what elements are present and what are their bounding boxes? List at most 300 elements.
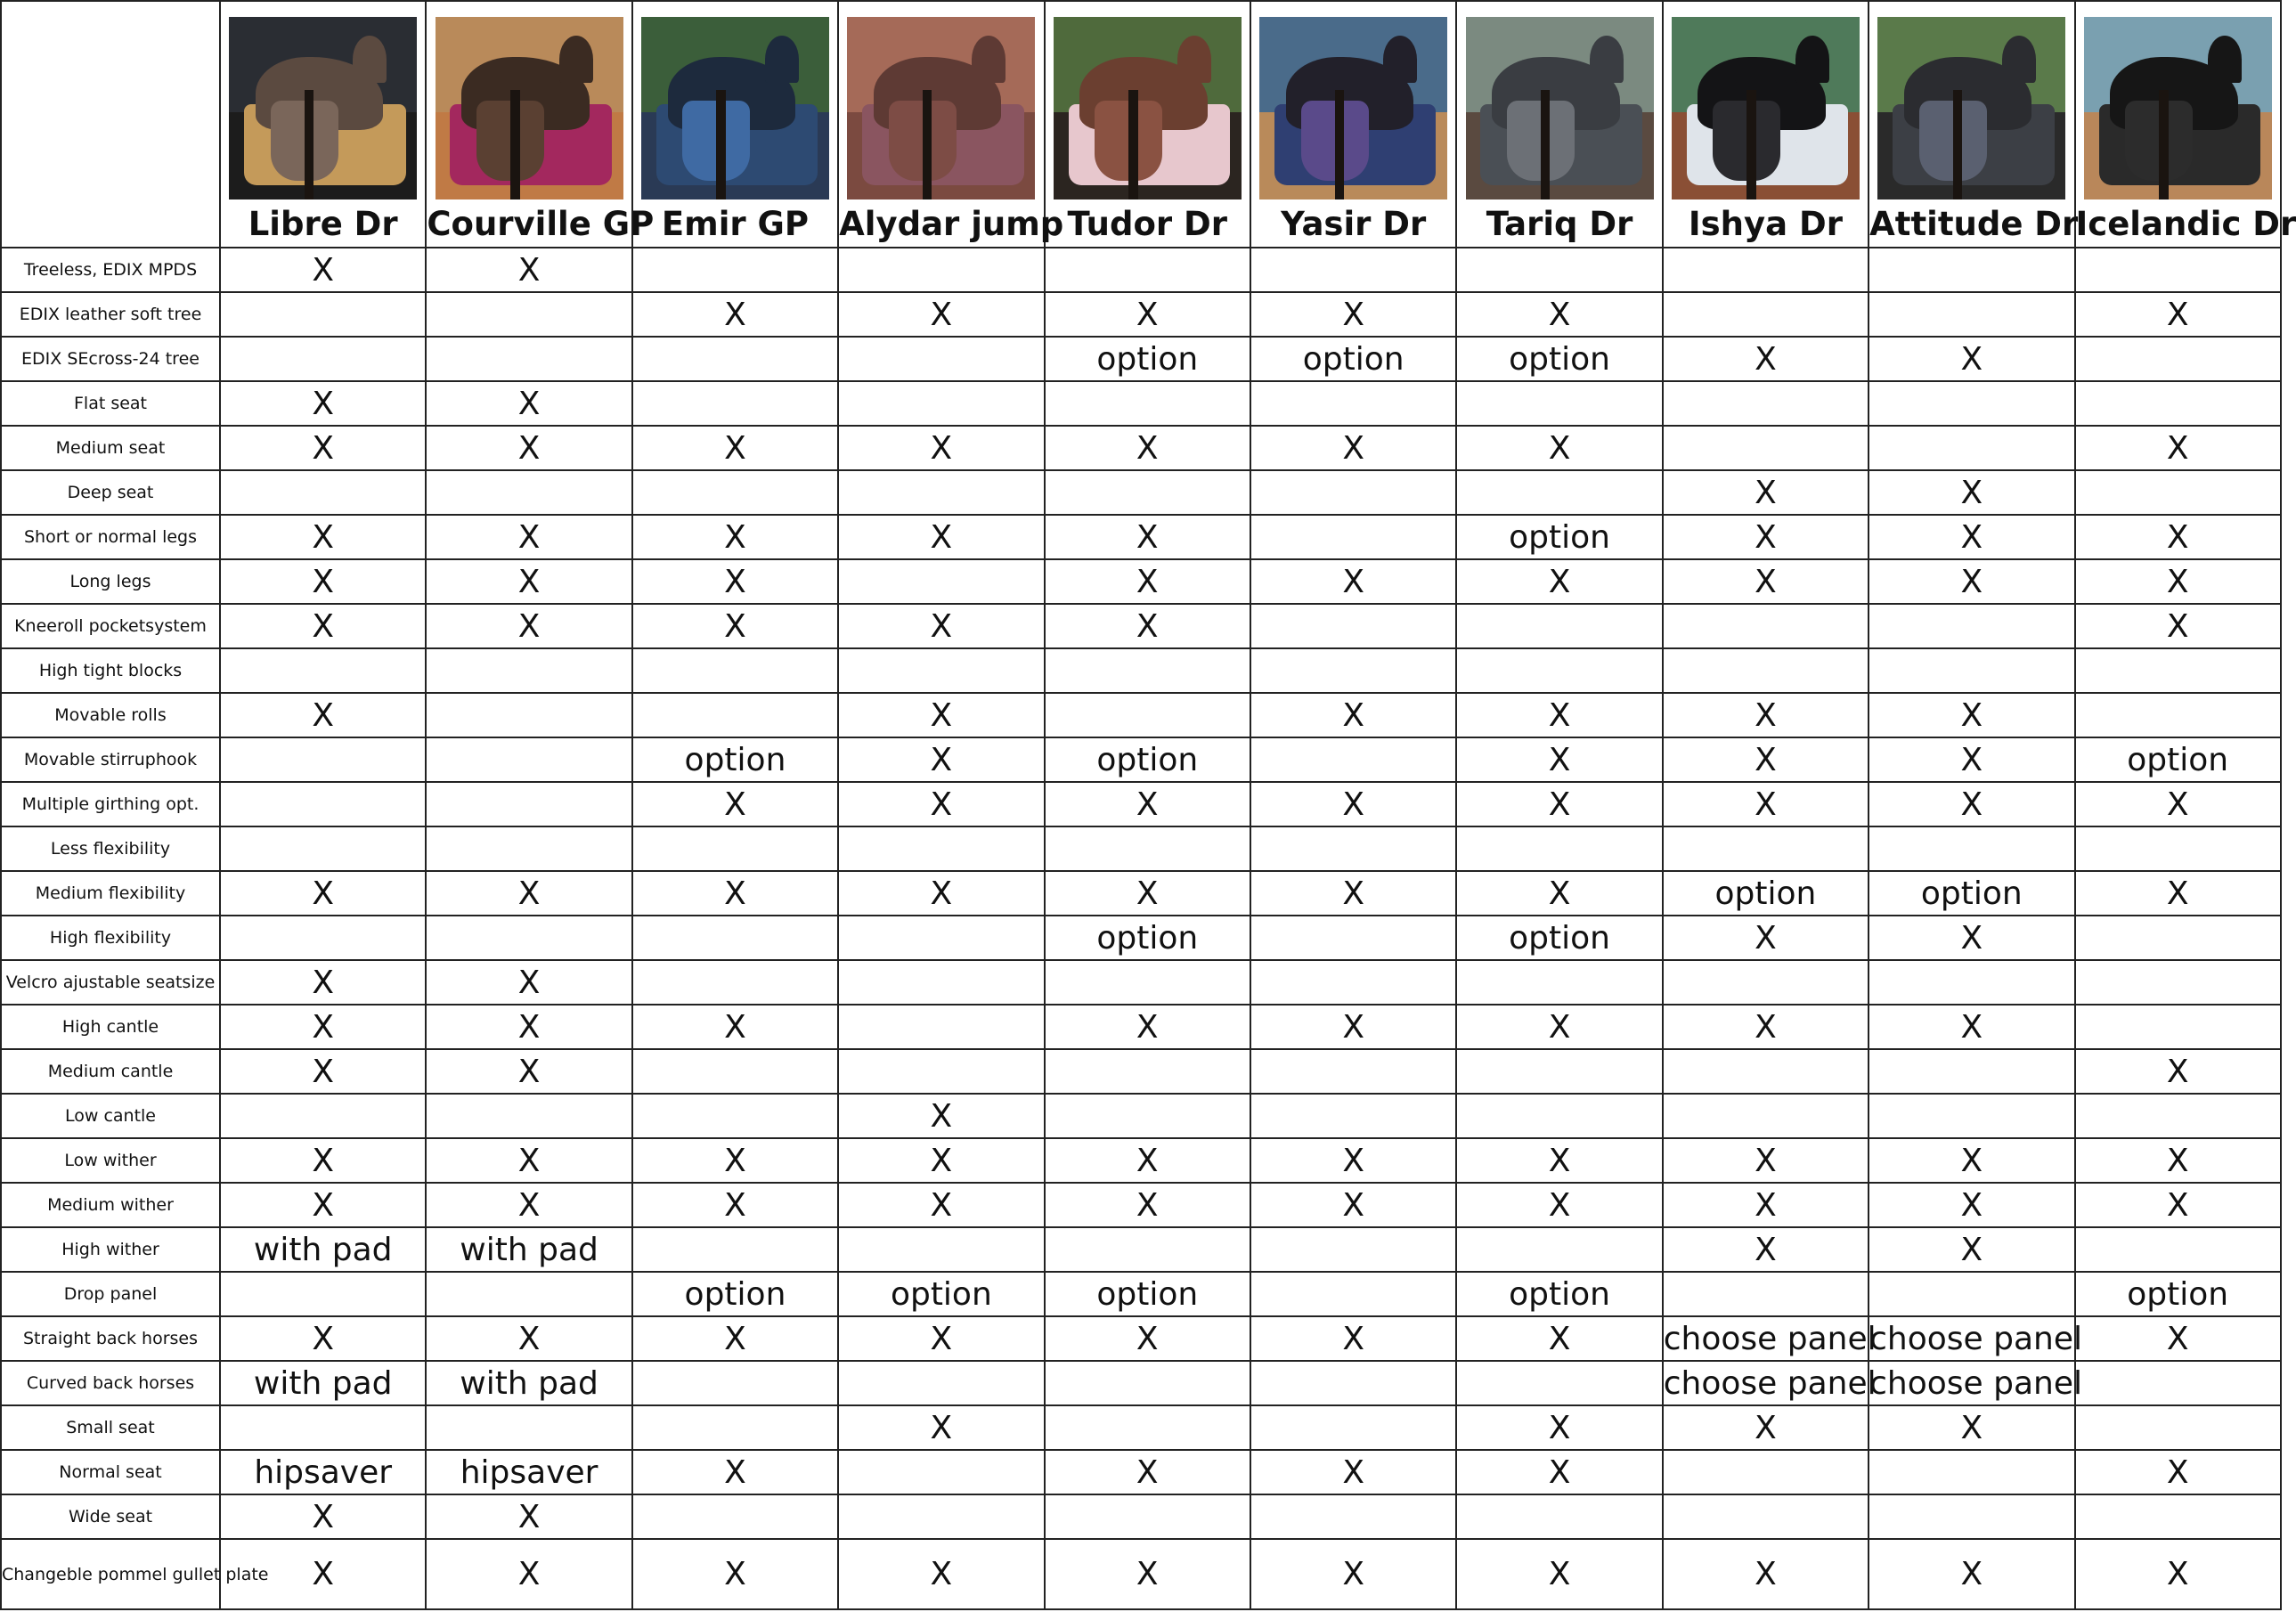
- saddle-header: [1250, 1, 1456, 248]
- table-cell: [1250, 1494, 1456, 1539]
- feature-label: Movable rolls: [1, 693, 220, 737]
- feature-label: Multiple girthing opt.: [1, 782, 220, 826]
- table-cell: [426, 337, 631, 381]
- table-cell: X: [632, 1450, 838, 1494]
- table-cell: with pad: [220, 1227, 426, 1272]
- table-cell: [838, 470, 1044, 515]
- feature-label: Less flexibility: [1, 826, 220, 871]
- saddle-name: Tudor Dr: [1067, 205, 1228, 243]
- table-cell: [1456, 604, 1662, 648]
- table-cell: option: [1456, 916, 1662, 960]
- saddle-name: Emir GP: [661, 205, 810, 243]
- saddle-photo: [2084, 17, 2272, 199]
- table-cell: X: [838, 1094, 1044, 1138]
- table-cell: [426, 1405, 631, 1450]
- table-cell: [1869, 826, 2074, 871]
- table-cell: X: [426, 960, 631, 1005]
- table-cell: [1045, 1227, 1250, 1272]
- table-cell: X: [1456, 782, 1662, 826]
- table-cell: X: [1456, 871, 1662, 916]
- table-cell: X: [838, 1316, 1044, 1361]
- table-cell: X: [2075, 559, 2281, 604]
- table-cell: [426, 1272, 631, 1316]
- table-cell: X: [2075, 782, 2281, 826]
- table-cell: X: [1663, 1539, 1869, 1609]
- saddle-photo: [436, 17, 623, 199]
- feature-label: Long legs: [1, 559, 220, 604]
- table-cell: X: [1663, 1183, 1869, 1227]
- table-row: [1, 337, 2281, 381]
- table-cell: [632, 381, 838, 426]
- table-row: [1, 960, 2281, 1005]
- table-cell: option: [632, 737, 838, 782]
- table-cell: X: [1045, 559, 1250, 604]
- table-cell: X: [2075, 604, 2281, 648]
- table-cell: [632, 470, 838, 515]
- table-cell: choose panel: [1663, 1361, 1869, 1405]
- table-cell: X: [632, 1316, 838, 1361]
- saddle-photo: [1054, 17, 1242, 199]
- saddle-photo: [1259, 17, 1447, 199]
- table-cell: X: [1456, 1316, 1662, 1361]
- table-cell: X: [1869, 737, 2074, 782]
- table-cell: [632, 826, 838, 871]
- table-cell: [1250, 648, 1456, 693]
- table-row: [1, 1494, 2281, 1539]
- table-cell: X: [632, 1138, 838, 1183]
- table-cell: [1663, 648, 1869, 693]
- table-cell: [220, 737, 426, 782]
- table-row: [1, 1316, 2281, 1361]
- table-cell: [2075, 1005, 2281, 1049]
- table-cell: X: [838, 871, 1044, 916]
- table-cell: [1456, 248, 1662, 292]
- table-cell: [632, 1494, 838, 1539]
- table-cell: [426, 1094, 631, 1138]
- header-row: [1, 1, 2281, 248]
- table-cell: X: [1456, 1539, 1662, 1609]
- table-cell: X: [1456, 292, 1662, 337]
- table-row: [1, 782, 2281, 826]
- table-cell: X: [1045, 1005, 1250, 1049]
- saddle-header: [1663, 1, 1869, 248]
- table-cell: option: [1045, 337, 1250, 381]
- table-cell: [1456, 1494, 1662, 1539]
- saddle-header: [2075, 1, 2296, 248]
- table-cell: X: [1456, 693, 1662, 737]
- table-cell: X: [220, 871, 426, 916]
- table-cell: [1869, 1272, 2074, 1316]
- table-cell: X: [220, 559, 426, 604]
- table-cell: option: [1045, 1272, 1250, 1316]
- table-cell: X: [1663, 916, 1869, 960]
- table-cell: X: [220, 604, 426, 648]
- table-cell: X: [632, 292, 838, 337]
- table-cell: [1250, 604, 1456, 648]
- feature-label: Drop panel: [1, 1272, 220, 1316]
- table-cell: [1250, 916, 1456, 960]
- feature-label: Medium seat: [1, 426, 220, 470]
- table-row: [1, 1183, 2281, 1227]
- table-cell: X: [838, 292, 1044, 337]
- table-row: [1, 1361, 2281, 1405]
- table-cell: X: [1045, 292, 1250, 337]
- table-cell: [1250, 381, 1456, 426]
- table-cell: X: [220, 1138, 426, 1183]
- table-row: [1, 1272, 2281, 1316]
- table-cell: [1663, 1049, 1869, 1094]
- table-cell: [838, 1005, 1044, 1049]
- table-row: [1, 248, 2281, 292]
- table-cell: [220, 1094, 426, 1138]
- feature-label: Medium cantle: [1, 1049, 220, 1094]
- table-cell: [1663, 1494, 1869, 1539]
- table-cell: [2075, 381, 2281, 426]
- saddle-photo: [1672, 17, 1860, 199]
- table-cell: X: [220, 248, 426, 292]
- table-cell: with pad: [426, 1227, 631, 1272]
- table-cell: [1250, 960, 1456, 1005]
- table-cell: X: [1456, 737, 1662, 782]
- table-row: [1, 1227, 2281, 1272]
- table-cell: [1045, 1049, 1250, 1094]
- table-cell: [1869, 960, 2074, 1005]
- table-cell: [1456, 470, 1662, 515]
- table-cell: X: [1869, 1183, 2074, 1227]
- table-cell: X: [1456, 426, 1662, 470]
- table-cell: X: [632, 1539, 838, 1609]
- table-cell: X: [2075, 871, 2281, 916]
- table-cell: [838, 1494, 1044, 1539]
- table-cell: X: [1250, 871, 1456, 916]
- table-cell: X: [1456, 1183, 1662, 1227]
- table-cell: X: [838, 1405, 1044, 1450]
- feature-label: High tight blocks: [1, 648, 220, 693]
- table-cell: [426, 737, 631, 782]
- table-cell: [1045, 470, 1250, 515]
- table-cell: X: [220, 381, 426, 426]
- table-cell: X: [426, 559, 631, 604]
- table-cell: [1869, 381, 2074, 426]
- table-cell: option: [838, 1272, 1044, 1316]
- table-cell: X: [1663, 470, 1869, 515]
- saddle-header: [1456, 1, 1662, 248]
- table-cell: X: [1869, 337, 2074, 381]
- table-row: [1, 826, 2281, 871]
- table-row: [1, 1539, 2281, 1609]
- saddle-photo: [1877, 17, 2065, 199]
- table-cell: [1045, 381, 1250, 426]
- table-cell: [2075, 1361, 2281, 1405]
- table-cell: [838, 381, 1044, 426]
- table-cell: X: [1456, 1450, 1662, 1494]
- table-cell: X: [838, 426, 1044, 470]
- table-cell: [1250, 1405, 1456, 1450]
- table-cell: X: [1869, 1539, 2074, 1609]
- table-cell: X: [426, 871, 631, 916]
- table-cell: X: [1250, 426, 1456, 470]
- table-row: [1, 737, 2281, 782]
- table-cell: [220, 1272, 426, 1316]
- table-cell: X: [632, 426, 838, 470]
- feature-label: Velcro ajustable seatsize: [1, 960, 220, 1005]
- table-cell: choose panel: [1869, 1316, 2074, 1361]
- table-cell: X: [1869, 470, 2074, 515]
- feature-label: Curved back horses: [1, 1361, 220, 1405]
- table-cell: [1869, 1094, 2074, 1138]
- feature-label: Normal seat: [1, 1450, 220, 1494]
- table-cell: [1250, 1272, 1456, 1316]
- table-cell: [1663, 1450, 1869, 1494]
- saddle-header: [1869, 1, 2079, 248]
- table-row: [1, 1049, 2281, 1094]
- table-cell: [632, 693, 838, 737]
- table-cell: [1456, 1227, 1662, 1272]
- table-cell: [2075, 916, 2281, 960]
- table-cell: [1250, 470, 1456, 515]
- feature-label: Short or normal legs: [1, 515, 220, 559]
- table-cell: X: [426, 515, 631, 559]
- table-cell: option: [2075, 1272, 2281, 1316]
- table-cell: X: [1663, 693, 1869, 737]
- table-cell: X: [838, 1539, 1044, 1609]
- table-cell: X: [2075, 1539, 2281, 1609]
- table-cell: X: [1663, 559, 1869, 604]
- table-cell: X: [1663, 1138, 1869, 1183]
- table-cell: X: [1045, 515, 1250, 559]
- table-cell: X: [1456, 1005, 1662, 1049]
- table-cell: [1456, 1094, 1662, 1138]
- table-cell: X: [2075, 292, 2281, 337]
- feature-label: High cantle: [1, 1005, 220, 1049]
- table-cell: option: [1869, 871, 2074, 916]
- table-cell: X: [2075, 1049, 2281, 1094]
- feature-label: EDIX leather soft tree: [1, 292, 220, 337]
- table-cell: [220, 916, 426, 960]
- table-cell: [632, 960, 838, 1005]
- table-cell: [1045, 248, 1250, 292]
- table-cell: [2075, 960, 2281, 1005]
- table-row: [1, 515, 2281, 559]
- table-cell: X: [1250, 1450, 1456, 1494]
- table-cell: [1869, 1494, 2074, 1539]
- saddle-name: Tariq Dr: [1486, 205, 1633, 243]
- table-cell: X: [426, 1049, 631, 1094]
- table-cell: [838, 248, 1044, 292]
- table-cell: [838, 916, 1044, 960]
- feature-label: Deep seat: [1, 470, 220, 515]
- table-cell: [220, 337, 426, 381]
- feature-label: Low cantle: [1, 1094, 220, 1138]
- table-cell: [426, 693, 631, 737]
- corner-cell: [1, 1, 220, 248]
- table-cell: [632, 1361, 838, 1405]
- saddle-name: Ishya Dr: [1688, 205, 1843, 243]
- saddle-photo: [641, 17, 829, 199]
- feature-label: Small seat: [1, 1405, 220, 1450]
- table-cell: X: [1250, 1005, 1456, 1049]
- table-cell: X: [1869, 1005, 2074, 1049]
- table-cell: X: [220, 1539, 426, 1609]
- table-cell: X: [632, 604, 838, 648]
- table-cell: [1663, 1094, 1869, 1138]
- table-cell: [2075, 248, 2281, 292]
- table-cell: X: [838, 782, 1044, 826]
- table-cell: X: [1663, 782, 1869, 826]
- table-cell: X: [632, 559, 838, 604]
- table-cell: [1045, 1094, 1250, 1138]
- table-cell: X: [2075, 1138, 2281, 1183]
- table-cell: X: [1869, 559, 2074, 604]
- table-cell: choose panel: [1869, 1361, 2074, 1405]
- table-cell: X: [1869, 1405, 2074, 1450]
- feature-label: High wither: [1, 1227, 220, 1272]
- table-cell: [426, 648, 631, 693]
- table-cell: X: [838, 515, 1044, 559]
- table-cell: [632, 1049, 838, 1094]
- table-cell: X: [2075, 515, 2281, 559]
- saddle-header: [632, 1, 838, 248]
- table-cell: X: [220, 1049, 426, 1094]
- table-cell: [1250, 1094, 1456, 1138]
- table-cell: [2075, 1227, 2281, 1272]
- table-cell: option: [632, 1272, 838, 1316]
- table-cell: X: [1045, 1539, 1250, 1609]
- table-cell: [220, 1405, 426, 1450]
- table-cell: [838, 648, 1044, 693]
- table-cell: X: [220, 426, 426, 470]
- table-cell: X: [632, 782, 838, 826]
- table-cell: [632, 337, 838, 381]
- table-cell: X: [2075, 426, 2281, 470]
- table-cell: [426, 470, 631, 515]
- table-cell: X: [1663, 1405, 1869, 1450]
- table-cell: X: [1663, 1227, 1869, 1272]
- table-cell: [1663, 1272, 1869, 1316]
- table-row: [1, 693, 2281, 737]
- feature-label: Movable stirruphook: [1, 737, 220, 782]
- table-cell: X: [1456, 1138, 1662, 1183]
- table-cell: X: [632, 515, 838, 559]
- table-cell: [1250, 826, 1456, 871]
- feature-label: Treeless, EDIX MPDS: [1, 248, 220, 292]
- table-cell: X: [1250, 1183, 1456, 1227]
- table-cell: [2075, 826, 2281, 871]
- table-row: [1, 470, 2281, 515]
- table-cell: [1045, 1494, 1250, 1539]
- table-cell: X: [1250, 782, 1456, 826]
- table-cell: [2075, 1494, 2281, 1539]
- table-cell: [1045, 826, 1250, 871]
- table-cell: X: [426, 381, 631, 426]
- table-cell: [1250, 248, 1456, 292]
- table-cell: [1869, 1450, 2074, 1494]
- table-cell: X: [1456, 559, 1662, 604]
- saddle-name: Icelandic Dr: [2075, 205, 2296, 243]
- table-cell: X: [1250, 1138, 1456, 1183]
- table-cell: [838, 559, 1044, 604]
- table-cell: [838, 337, 1044, 381]
- saddle-name: Yasir Dr: [1281, 205, 1427, 243]
- table-cell: X: [838, 1138, 1044, 1183]
- table-cell: [2075, 470, 2281, 515]
- table-cell: [1663, 292, 1869, 337]
- table-cell: [1045, 960, 1250, 1005]
- table-cell: [2075, 1405, 2281, 1450]
- table-cell: X: [632, 1005, 838, 1049]
- table-cell: [1663, 604, 1869, 648]
- table-cell: [1456, 960, 1662, 1005]
- table-row: [1, 1405, 2281, 1450]
- table-cell: [220, 782, 426, 826]
- table-cell: hipsaver: [220, 1450, 426, 1494]
- table-cell: [1869, 1049, 2074, 1094]
- table-cell: X: [426, 1316, 631, 1361]
- table-cell: [1869, 292, 2074, 337]
- table-cell: option: [1456, 1272, 1662, 1316]
- table-cell: hipsaver: [426, 1450, 631, 1494]
- table-cell: X: [1869, 782, 2074, 826]
- saddle-header: [426, 1, 655, 248]
- table-cell: option: [1456, 515, 1662, 559]
- table-cell: [1663, 248, 1869, 292]
- feature-label: Wide seat: [1, 1494, 220, 1539]
- feature-label: High flexibility: [1, 916, 220, 960]
- table-cell: X: [838, 1183, 1044, 1227]
- table-cell: [1456, 826, 1662, 871]
- table-cell: X: [426, 604, 631, 648]
- table-cell: X: [2075, 1450, 2281, 1494]
- table-row: [1, 559, 2281, 604]
- table-cell: X: [1045, 1316, 1250, 1361]
- saddle-photo: [847, 17, 1035, 199]
- table-row: [1, 1005, 2281, 1049]
- feature-label: Low wither: [1, 1138, 220, 1183]
- table-cell: X: [426, 1005, 631, 1049]
- table-cell: X: [426, 1539, 631, 1609]
- saddle-name: Courville GP: [427, 205, 655, 243]
- feature-label: Flat seat: [1, 381, 220, 426]
- table-cell: [2075, 693, 2281, 737]
- feature-label: Changeble pommel gullet plate: [1, 1539, 220, 1609]
- table-cell: option: [1663, 871, 1869, 916]
- feature-label: Medium wither: [1, 1183, 220, 1227]
- table-cell: [838, 1450, 1044, 1494]
- table-cell: [1663, 381, 1869, 426]
- feature-label: Medium flexibility: [1, 871, 220, 916]
- table-cell: [220, 826, 426, 871]
- table-row: [1, 381, 2281, 426]
- table-cell: [632, 248, 838, 292]
- table-cell: X: [1869, 515, 2074, 559]
- table-cell: X: [1250, 292, 1456, 337]
- table-cell: X: [1045, 782, 1250, 826]
- table-cell: [2075, 337, 2281, 381]
- table-cell: [838, 1049, 1044, 1094]
- table-cell: [426, 916, 631, 960]
- table-cell: [2075, 1094, 2281, 1138]
- table-cell: [1250, 1049, 1456, 1094]
- table-cell: X: [1045, 604, 1250, 648]
- table-cell: [1250, 515, 1456, 559]
- table-cell: X: [1250, 1316, 1456, 1361]
- table-cell: [632, 648, 838, 693]
- table-cell: X: [1045, 871, 1250, 916]
- table-cell: option: [1250, 337, 1456, 381]
- table-cell: option: [2075, 737, 2281, 782]
- table-cell: X: [1045, 1450, 1250, 1494]
- saddle-name: Attitude Dr: [1869, 205, 2079, 243]
